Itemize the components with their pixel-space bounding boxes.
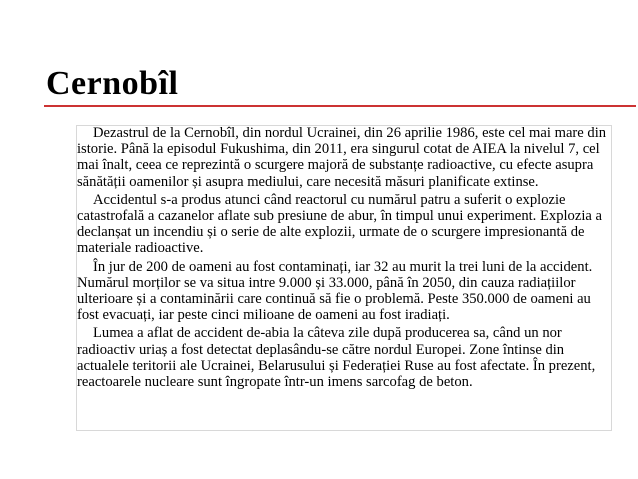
- slide-body: [77, 125, 612, 392]
- paragraph-4: Lumea a aflat de accident de-abia la câteva zile după producerea sa, când un nor radioactiv uriaș a fost detectat deplasându-se către nordul Europei. Zone întinse din actualele teritorii ale Ucrainei, Belarusului și Federației Ruse au fost afectate. În prezent, reactoarele nucleare sunt îngropate într-un imens sarcofag de beton.: [77, 325, 596, 391]
- paragraph-3: În jur de 200 de oameni au fost contaminați, iar 32 au murit la trei luni de la accident. Numărul morților se va situa intre 9.000 și 33.000, până în 2050, din cauza radiațiilor ulterioare și a contaminării care continuă să fie o problemă. Peste 350.000 de oameni au fost evacuați, iar peste cinci milioane de oameni au fost iradiați.: [77, 258, 593, 324]
- slide-title: Cernobîl: [46, 65, 179, 102]
- paragraph-1: Dezastrul de la Cernobîl, din nordul Ucrainei, din 26 aprilie 1986, este cel mai mare din istorie. Până la episodul Fukushima, din 2011, era singurul cotat de AIEA la nivelul 7, cel mai înalt, ceea ce reprezintă o scurgere majoră de substanțe radioactive, cu efecte asupra sănătății oamenilor și asupra mediului, care necesită măsuri planificate extinse.: [77, 125, 607, 190]
- title-underline: [44, 105, 636, 107]
- paragraph-2: Accidentul s-a produs atunci când reactorul cu numărul patru a suferit o explozie catastrofală a cazanelor aflate sub presiune de abur, în timpul unui experiment. Explozia a declanșat un incendiu și o serie de alte explozii, urmate de o scurgere impresionantă de materiale radioactive.: [77, 191, 602, 257]
